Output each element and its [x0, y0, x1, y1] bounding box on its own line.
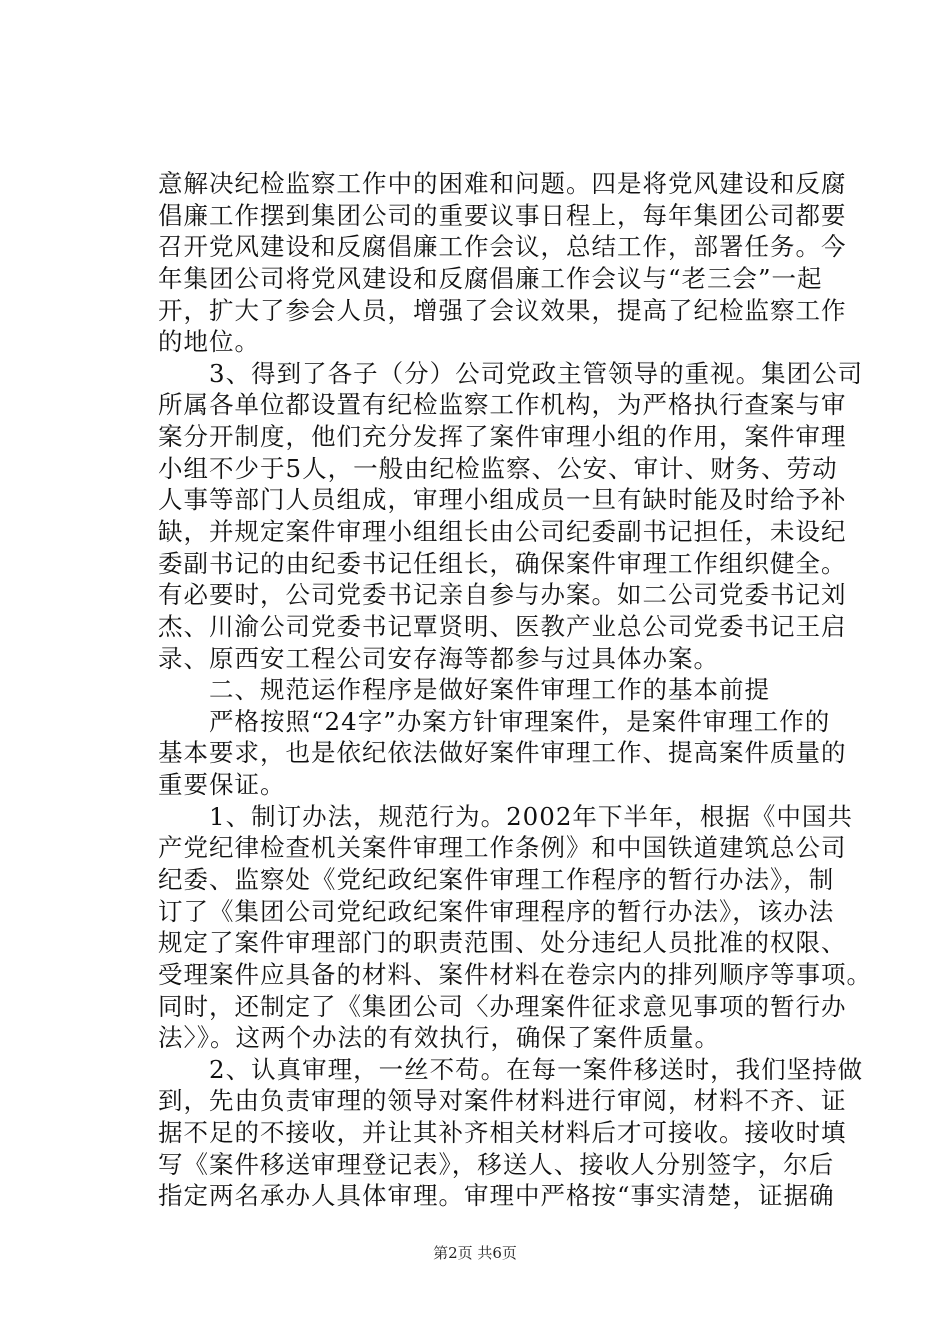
text-line: 召开党风建设和反腐倡廉工作会议，总结工作，部署任务。今 [158, 232, 847, 261]
text-line: 意解决纪检监察工作中的困难和问题。四是将党风建设和反腐 [158, 169, 847, 198]
text-line: 小组不少于5人，一般由纪检监察、公安、审计、财务、劳动 [158, 454, 838, 483]
text-line: 到，先由负责审理的领导对案件材料进行审阅，材料不齐、证 [158, 1086, 847, 1115]
text-line: 开，扩大了参会人员，增强了会议效果，提高了纪检监察工作 [158, 296, 847, 325]
text-line: 有必要时，公司党委书记亲自参与办案。如二公司党委书记刘 [158, 580, 847, 609]
text-line: 3、得到了各子（分）公司党政主管领导的重视。集团公司 [158, 359, 864, 388]
text-line: 重要保证。 [158, 770, 286, 799]
text-line: 订了《集团公司党纪政纪案件审理程序的暂行办法》，该办法 [158, 897, 835, 926]
text-line: 年集团公司将党风建设和反腐倡廉工作会议与“老三会”一起 [158, 264, 823, 293]
text-line: 写《案件移送审理登记表》，移送人、接收人分别签字，尔后 [158, 1150, 835, 1179]
text-line: 法〉》。这两个办法的有效执行，确保了案件质量。 [158, 1023, 720, 1052]
text-line: 受理案件应具备的材料、案件材料在卷宗内的排列顺序等事项。 [158, 960, 872, 989]
text-line: 人事等部门人员组成，审理小组成员一旦有缺时能及时给予补 [158, 485, 847, 514]
text-line: 倡廉工作摆到集团公司的重要议事日程上，每年集团公司都要 [158, 201, 847, 230]
text-line: 所属各单位都设置有纪检监察工作机构，为严格执行查案与审 [158, 390, 847, 419]
text-line: 杰、川渝公司党委书记覃贤明、医教产业总公司党委书记王启 [158, 612, 847, 641]
text-line: 录、原西安工程公司安存海等都参与过具体办案。 [158, 644, 719, 673]
text-line: 缺，并规定案件审理小组组长由公司纪委副书记担任，未设纪 [158, 517, 847, 546]
text-line: 委副书记的由纪委书记任组长，确保案件审理工作组织健全。 [158, 549, 847, 578]
section-heading: 二、规范运作程序是做好案件审理工作的基本前提 [158, 675, 770, 704]
text-line: 1、制订办法，规范行为。2002年下半年，根据《中国共 [158, 802, 853, 831]
text-line: 案分开制度，他们充分发挥了案件审理小组的作用，案件审理 [158, 422, 847, 451]
text-line: 的地位。 [158, 327, 260, 356]
text-line: 据不足的不接收，并让其补齐相关材料后才可接收。接收时填 [158, 1118, 847, 1147]
text-line: 指定两名承办人具体审理。审理中严格按“事实清楚，证据确 [158, 1181, 835, 1210]
page-number-footer: 第2页 共6页 [433, 1244, 517, 1262]
text-line: 纪委、监察处《党纪政纪案件审理工作程序的暂行办法》，制 [158, 865, 835, 894]
text-line: 基本要求，也是依纪依法做好案件审理工作、提高案件质量的 [158, 738, 847, 767]
text-line: 产党纪律检查机关案件审理工作条例》和中国铁道建筑总公司 [158, 833, 847, 862]
text-line: 同时，还制定了《集团公司〈办理案件征求意见事项的暂行办 [158, 992, 847, 1021]
text-line: 规定了案件审理部门的职责范围、处分违纪人员批准的权限、 [158, 928, 847, 957]
text-line: 2、认真审理，一丝不苟。在每一案件移送时，我们坚持做 [158, 1055, 864, 1084]
text-line: 严格按照“24字”办案方针审理案件，是案件审理工作的 [158, 707, 831, 736]
